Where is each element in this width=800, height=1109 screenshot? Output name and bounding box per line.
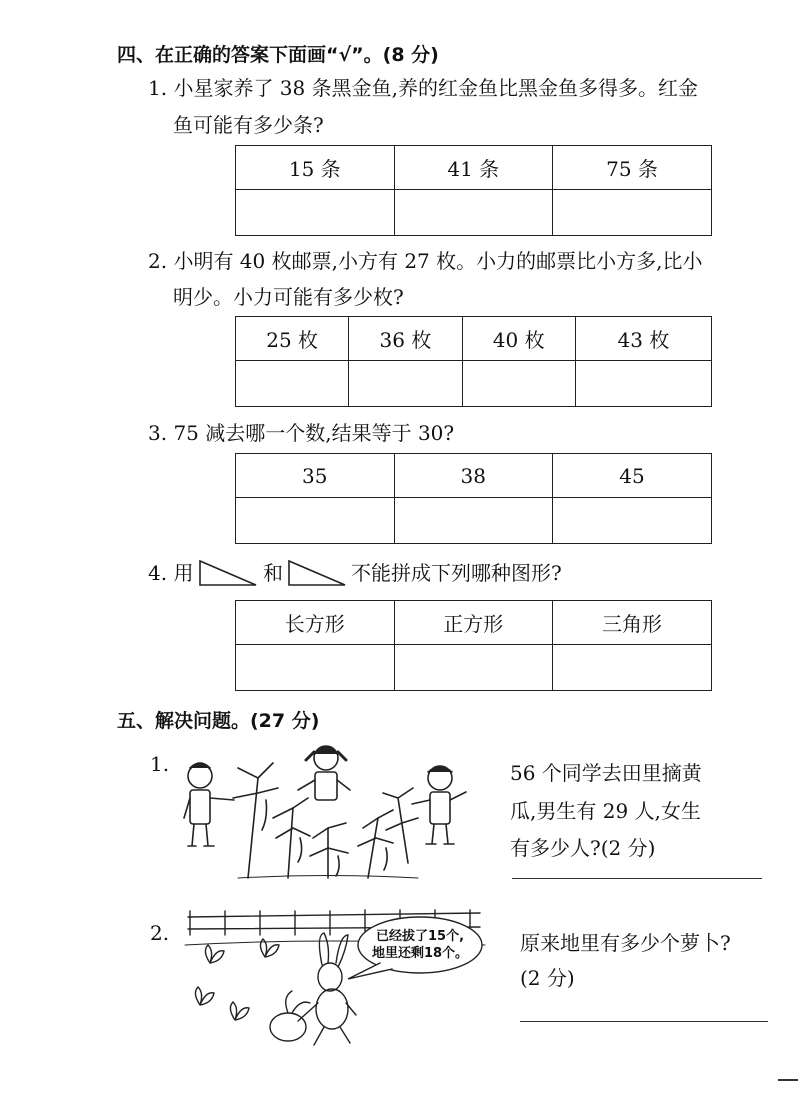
q1-option-2: 41 条 <box>394 146 553 190</box>
q4-option-2: 正方形 <box>394 601 553 645</box>
bubble-line2: 地里还剩18个。 <box>371 946 469 961</box>
q3-option-3: 45 <box>553 454 712 498</box>
section-5-title: 五、解决问题。(27 分) <box>117 710 320 732</box>
q2-answer-cell-3[interactable] <box>462 361 575 407</box>
p1-text-line2: 瓜,男生有 29 人,女生 <box>510 799 701 823</box>
q4-option-3: 三角形 <box>553 601 712 645</box>
q2-option-2: 36 枚 <box>349 317 462 361</box>
q1-text-line1: 1. 小星家养了 38 条黑金鱼,养的红金鱼比黑金鱼多得多。红金 <box>148 76 698 100</box>
q2-options-table <box>235 316 712 407</box>
q3-text: 3. 75 减去哪一个数,结果等于 30? <box>148 421 455 445</box>
q2-answer-cell-4[interactable] <box>575 361 711 407</box>
q1-answer-cell-3[interactable] <box>553 190 712 236</box>
q2-option-1: 25 枚 <box>236 317 349 361</box>
q1-options-table <box>235 145 712 236</box>
q4-options-table <box>235 600 712 691</box>
q3-option-2: 38 <box>394 454 553 498</box>
p2-text-line1: 原来地里有多少个萝卜? <box>520 931 731 955</box>
q2-answer-cell-1[interactable] <box>236 361 349 407</box>
q4-answer-cell-1[interactable] <box>236 645 395 691</box>
p1-number: 1. <box>150 752 170 776</box>
right-triangle-1-icon <box>198 558 258 588</box>
q3-option-1: 35 <box>236 454 395 498</box>
p1-text-line1: 56 个同学去田里摘黄 <box>510 761 702 785</box>
q3-answer-cell-1[interactable] <box>236 498 395 544</box>
q4-option-1: 长方形 <box>236 601 395 645</box>
q4-and: 和 <box>263 561 283 585</box>
bubble-line1: 已经拔了15个, <box>375 929 465 944</box>
p2-number: 2. <box>150 921 170 945</box>
q2-text-line2: 明少。小力可能有多少枚? <box>173 285 404 309</box>
q2-option-3: 40 枚 <box>462 317 575 361</box>
q2-option-4: 43 枚 <box>575 317 711 361</box>
q4-answer-cell-2[interactable] <box>394 645 553 691</box>
q3-answer-cell-3[interactable] <box>553 498 712 544</box>
q2-text-line1: 2. 小明有 40 枚邮票,小方有 27 枚。小力的邮票比小方多,比小 <box>148 249 703 273</box>
children-picking-cucumbers-illustration <box>178 738 478 888</box>
p2-text-line2: (2 分) <box>520 966 575 990</box>
p1-answer-line[interactable] <box>512 878 762 879</box>
q4-answer-cell-3[interactable] <box>553 645 712 691</box>
q4-suffix: 不能拼成下列哪种图形? <box>351 561 562 585</box>
right-triangle-2-icon <box>287 558 347 588</box>
q3-answer-cell-2[interactable] <box>394 498 553 544</box>
q1-text-line2: 鱼可能有多少条? <box>173 113 324 137</box>
q2-answer-cell-2[interactable] <box>349 361 462 407</box>
p2-answer-line[interactable] <box>520 1021 768 1022</box>
section-4-title: 四、在正确的答案下面画“√”。(8 分) <box>117 44 439 66</box>
speech-bubble <box>362 928 478 962</box>
q1-answer-cell-2[interactable] <box>394 190 553 236</box>
q1-option-1: 15 条 <box>236 146 395 190</box>
q4-prefix: 4. 用 <box>148 561 194 585</box>
p1-text-line3: 有多少人?(2 分) <box>510 836 656 860</box>
q1-answer-cell-1[interactable] <box>236 190 395 236</box>
page-edge-mark <box>778 1079 798 1081</box>
q3-options-table <box>235 453 712 544</box>
q1-option-3: 75 条 <box>553 146 712 190</box>
